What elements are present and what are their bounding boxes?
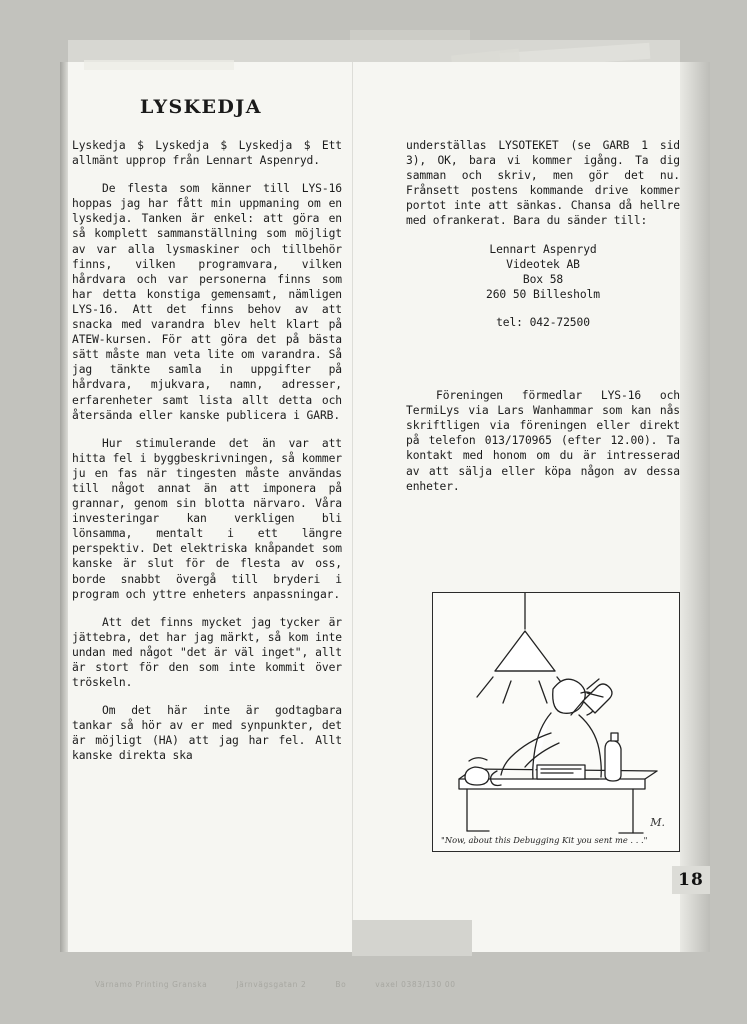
column-spacer [406,330,680,388]
left-column [72,138,342,777]
paragraph: De flesta som känner till LYS-16 hoppas jag har fått min uppmaning om en lyskedja. Tanken är enkel: att göra en så komplett sammanställning som möjligt av var alla lysmaskiner och tillbehör finns, vilken programvara, vilken hårdvara och var personerna finns som har detta konstiga gemensamt, nämligen LYS-16. Att det finns behov av att snacka med varandra blev helt klart på ATEW-kursen. För att göra det på bästa sätt måste man veta lite om varandra. Så jag tänkte samla in uppgifter på hårdvara, mjukvara, namn, adresser, erfarenheter samt lista allt detta och återsända eller kanske publicera i GARB. [72,182,342,422]
paragraph: Att det finns mycket jag tycker är jättebra, det har jag märkt, så kom inte undan med något "det är väl inget", allt är stort för den som inte kommit över tröskeln. [72,615,342,690]
scan-artifact [84,60,234,70]
footer-artifact-item: Bo [335,980,347,989]
footer-artifact-item: Värnamo Printing Granska [95,980,208,989]
page-fold-line [352,62,353,952]
footer-artifact-item: Järnvägsgatan 2 [236,980,307,989]
cartoon-illustration [432,592,680,852]
paragraph: Föreningen förmedlar LYS-16 och TermiLys via Lars Wanhammar som kan nås skriftligen via föreningen eller direkt på telefon 013/170965 (efter 12.00). Ta kontakt med honom om du är intresserad av att sälja eller köpa någon av dessa enheter. [406,389,680,493]
paragraph: Hur stimulerande det än var att hitta fel i byggbeskrivningen, så kommer ju en fas när tingesten måste användas till något annat än att imponera på grannar, genom sin blotta närvaro. Våra investeringar kan verkligen bli lönsamma, mentalt i ett längre perspektiv. Det elektriska knåpandet som kanske är slut för de flesta av oss, borde snabbt övergå till bryderi i program och yttre enheters anpassningar. [72,436,342,601]
cartoonist-signature: M. [650,816,665,829]
address-line: Box 58 [522,272,564,286]
cartoon-caption: "Now, about this Debugging Kit you sent me . . ." [441,835,648,845]
address-block [406,242,680,302]
footer-artifact-text [95,980,695,989]
paragraph: Lyskedja $ Lyskedja $ Lyskedja $ Ett allmänt upprop från Lennart Aspenryd. [72,139,342,168]
right-column [406,138,680,507]
address-line: 260 50 Billesholm [486,287,600,301]
address-line: Videotek AB [506,257,580,271]
page-bottom-edge [352,920,472,956]
paragraph: Om det här inte är godtagbara tankar så hör av er med synpunkter, det är möjligt (HA) att jag har fel. Allt kanske direkta ska [72,704,342,763]
page-number: 18 [672,866,710,894]
scan-artifact [350,30,470,40]
page-right-edge [680,62,710,952]
cartoon-drawing [433,593,677,849]
paragraph: underställas LYSOTEKET (se GARB 1 sid 3), OK, bara vi kommer igång. Ta dig samman och skriv, men gör det nu. Frånsett postens kommande drive kommer portot inte att sänkas. Chansa då hellre med ofrankerat. Bara du sänder till: [406,139,680,228]
footer-artifact-item: vaxel 0383/130 00 [375,980,456,989]
address-line: Lennart Aspenryd [489,242,597,256]
phone-line: tel: 042-72500 [496,315,590,329]
page-title: LYSKEDJA [140,96,262,118]
